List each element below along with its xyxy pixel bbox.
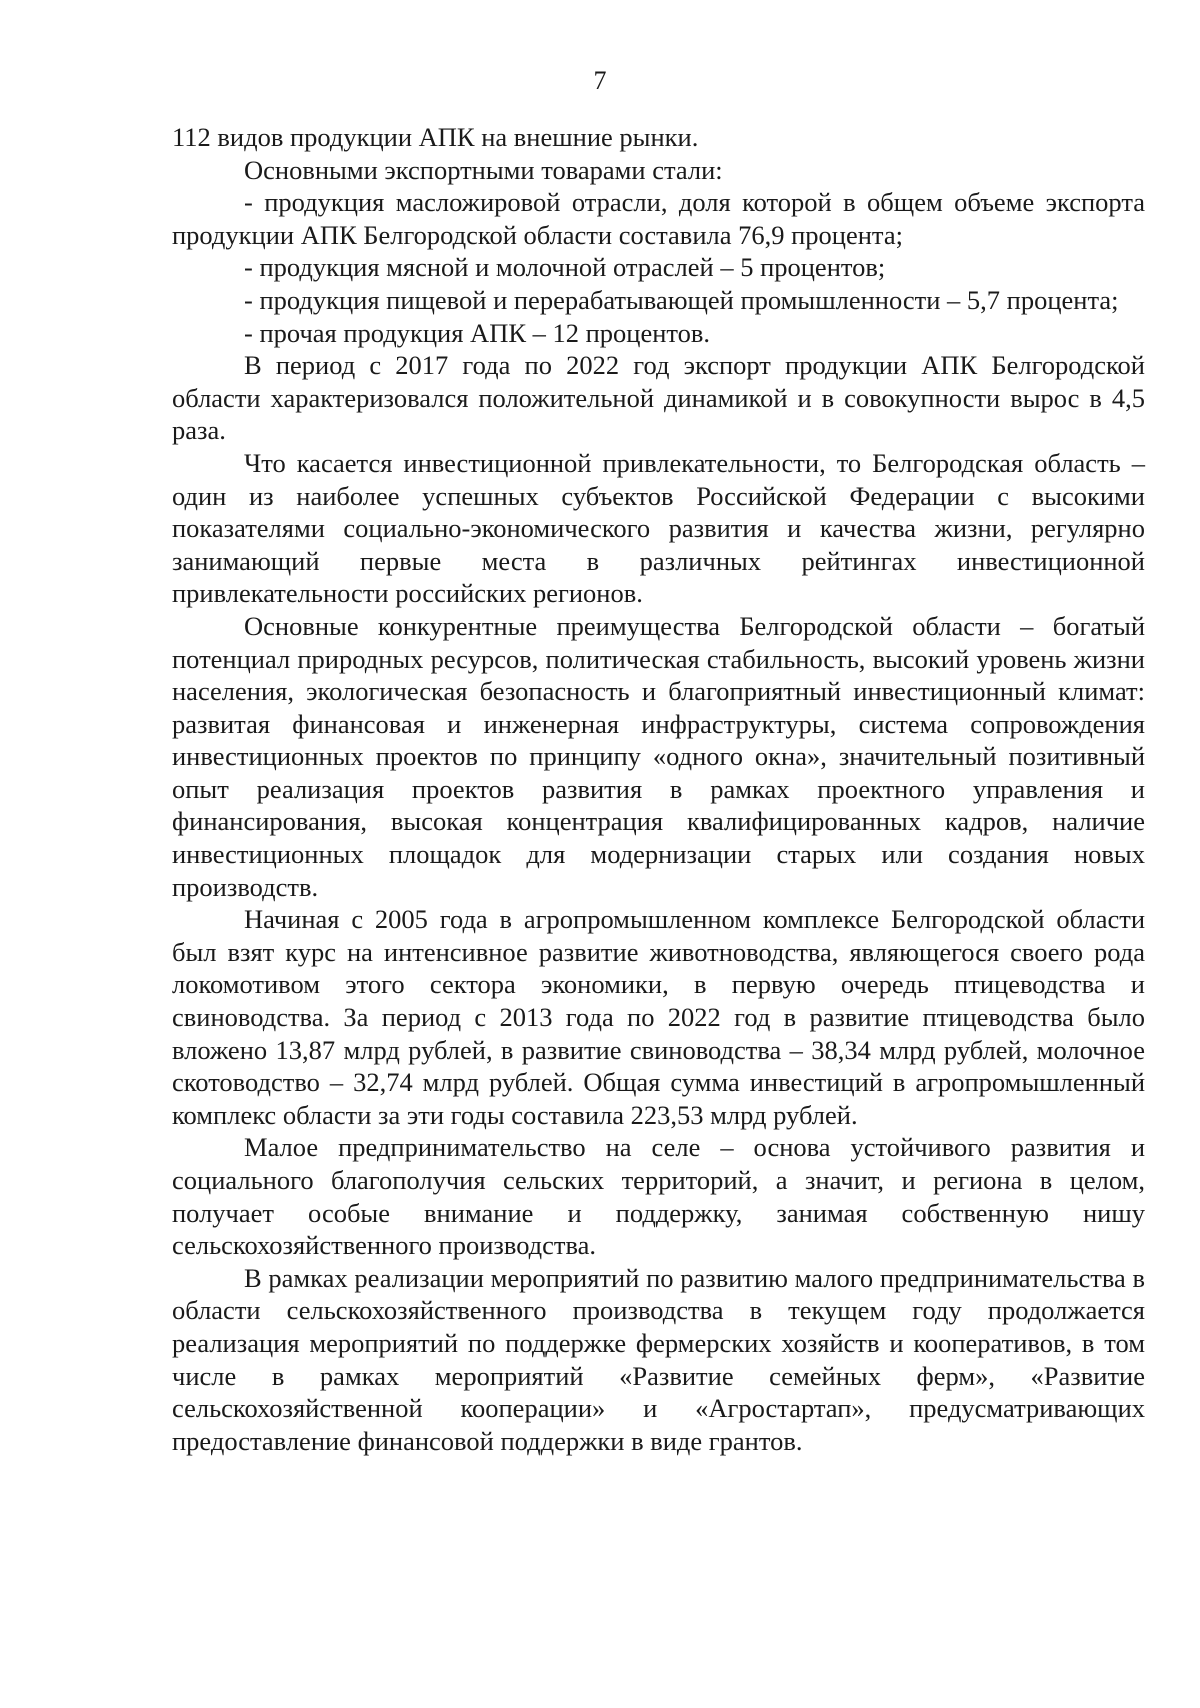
paragraph-export-intro: Основными экспортными товарами стали: — [244, 154, 723, 185]
paragraph-continuation: 112 видов продукции АПК на внешние рынки. — [172, 122, 699, 152]
paragraph-livestock-development: Начиная с 2005 года в агропромышленном комплексе Белгородской области был взят курс на интенсивное развитие животноводства, являющегося своего рода локомотивом этого сектора экономики, в первую очередь птицеводства и свиноводства. За период с 2013 года по 2022 год в развитие птицеводства было вложено 13,87 млрд рублей, в развитие свиноводства – 38,34 млрд рублей, молочное скотоводство – 32,74 млрд рублей. Общая сумма инвестиций в агропромышленный комплекс области за эти годы составила 223,53 млрд рублей. — [172, 904, 1145, 1130]
page-number: 7 — [593, 66, 607, 95]
list-item-oil-fat: - продукция масложировой отрасли, доля которой в общем объеме экспорта продукции АПК Белгородской области составила 76,9 процента; — [172, 187, 1145, 250]
paragraph-investment-attractiveness: Что касается инвестиционной привлекательности, то Белгородская область – один из наиболее успешных субъектов Российской Федерации с высокими показателями социально-экономического развития и качества жизни, регулярно занимающий первые места в различных рейтингах инвестиционной привлекательности российских регионов. — [172, 447, 1145, 609]
list-item-food-processing: - продукция пищевой и перерабатывающей промышленности – 5,7 процента; — [244, 284, 1119, 315]
paragraph-competitive-advantages: Основные конкурентные преимущества Белгородской области – богатый потенциал природных ресурсов, политическая стабильность, высокий уровень жизни населения, экологическая безопасность и благоприятный инвестиционный климат: развитая финансовая и инженерная инфраструктуры, система сопровождения инвестиционных проектов по принципу «одного окна», значительный позитивный опыт реализация проектов развития в рамках проектного управления и финансирования, высокая концентрация квалифицированных кадров, наличие инвестиционных площадок для модернизации старых или создания новых производств. — [172, 610, 1145, 902]
document-body — [172, 121, 1145, 1457]
list-item-other: - прочая продукция АПК – 12 процентов. — [244, 317, 711, 348]
paragraph-export-dynamics: В период с 2017 года по 2022 год экспорт продукции АПК Белгородской области характеризовался положительной динамикой и в совокупности вырос в 4,5 раза. — [172, 350, 1145, 446]
paragraph-small-business: Малое предпринимательство на селе – основа устойчивого развития и социального благополучия сельских территорий, а значит, и региона в целом, получает особые внимание и поддержку, занимая собственную нишу сельскохозяйственного производства. — [172, 1132, 1145, 1261]
paragraph-grants: В рамках реализации мероприятий по развитию малого предпринимательства в области сельскохозяйственного производства в текущем году продолжается реализация мероприятий по поддержке фермерских хозяйств и кооперативов, в том числе в рамках мероприятий «Развитие семейных ферм», «Развитие сельскохозяйственной кооперации» и «Агростартап», предусматривающих предоставление финансовой поддержки в виде грантов. — [172, 1262, 1145, 1456]
list-item-meat-dairy: - продукция мясной и молочной отраслей – 5 процентов; — [244, 252, 886, 283]
